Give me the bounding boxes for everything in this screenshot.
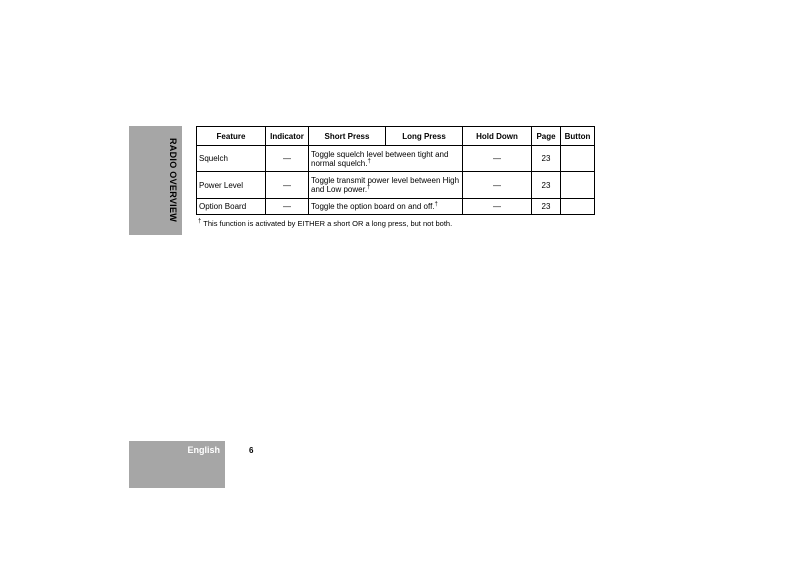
press-text: Toggle the option board on and off. — [311, 202, 435, 211]
dagger-mark: † — [434, 201, 438, 208]
header-long-press: Long Press — [386, 127, 463, 146]
page-cell: 23 — [532, 172, 561, 199]
page-cell: 23 — [532, 146, 561, 172]
footnote-text: This function is activated by EITHER a short OR a long press, but not both. — [203, 219, 453, 228]
press-text: Toggle transmit power level between High and Low power. — [311, 176, 460, 194]
indicator-cell: — — [266, 146, 309, 172]
button-cell — [561, 146, 595, 172]
table-row — [197, 199, 595, 215]
hold-down-cell: — — [463, 172, 532, 199]
header-button: Button — [561, 127, 595, 146]
hold-down-cell: — — [463, 146, 532, 172]
header-page: Page — [532, 127, 561, 146]
indicator-cell: — — [266, 199, 309, 215]
features-table — [196, 126, 595, 215]
section-tab-label: RADIO OVERVIEW — [168, 138, 178, 223]
footnote — [198, 219, 452, 228]
button-cell — [561, 172, 595, 199]
feature-cell: Power Level — [197, 172, 266, 199]
indicator-cell: — — [266, 172, 309, 199]
header-feature: Feature — [197, 127, 266, 146]
press-cell — [309, 172, 463, 199]
language-label: English — [187, 445, 220, 455]
table-row — [197, 172, 595, 199]
page-cell: 23 — [532, 199, 561, 215]
header-short-press: Short Press — [309, 127, 386, 146]
header-hold-down: Hold Down — [463, 127, 532, 146]
language-tab — [129, 441, 225, 488]
dagger-mark: † — [367, 184, 371, 191]
header-indicator: Indicator — [266, 127, 309, 146]
table-row — [197, 146, 595, 172]
page-number: 6 — [249, 446, 254, 455]
dagger-mark: † — [367, 157, 371, 164]
table-header-row — [197, 127, 595, 146]
feature-cell: Option Board — [197, 199, 266, 215]
hold-down-cell: — — [463, 199, 532, 215]
press-cell — [309, 146, 463, 172]
press-cell — [309, 199, 463, 215]
footnote-mark: † — [198, 218, 202, 225]
button-cell — [561, 199, 595, 215]
press-text: Toggle squelch level between tight and normal squelch. — [311, 149, 449, 168]
feature-cell: Squelch — [197, 146, 266, 172]
